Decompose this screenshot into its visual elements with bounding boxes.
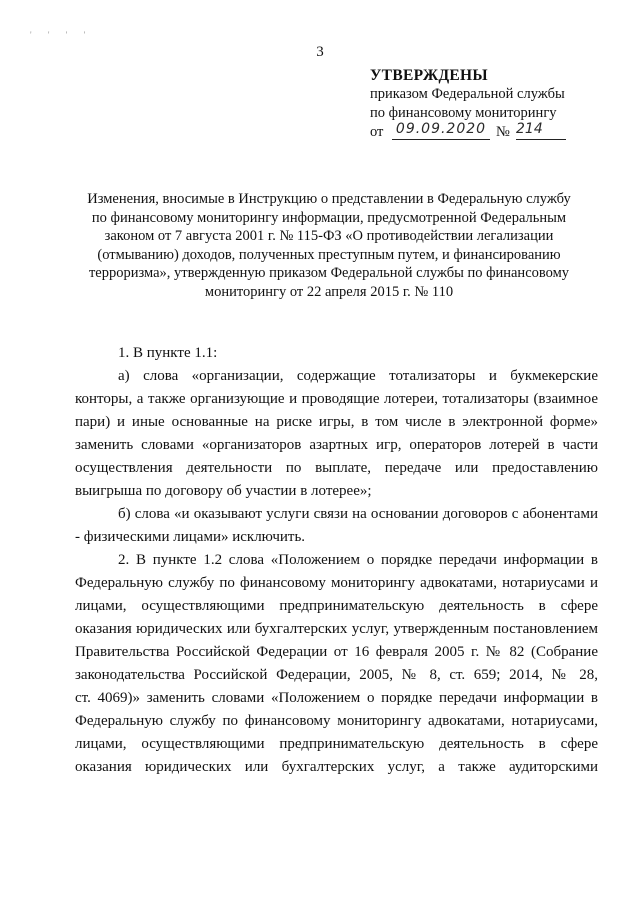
title-line: законом от 7 августа 2001 г. № 115-ФЗ «О противодействии легализации bbox=[104, 228, 554, 244]
approval-heading: УТВЕРЖДЕНЫ bbox=[370, 67, 488, 84]
handwritten-number: 214 bbox=[516, 120, 566, 140]
item-1b-line: б) слова «и оказывают услуги связи на основании договоров с абонентами bbox=[118, 506, 598, 522]
item-2-line: Федеральную службу по финансовому мониторингу адвокатами, нотариусами, bbox=[75, 713, 598, 729]
document-body bbox=[75, 342, 598, 779]
title-line: терроризма», утвержденную приказом Федеральной службы по финансовому bbox=[88, 265, 570, 281]
title-line: (отмыванию) доходов, полученных преступным путем, и финансированию bbox=[97, 246, 561, 263]
scan-specks: ' ' ' ' bbox=[30, 30, 93, 40]
item-1b-line: - физическими лицами» исключить. bbox=[75, 529, 306, 545]
document-title bbox=[64, 190, 594, 301]
approval-date-line bbox=[370, 123, 620, 143]
title-line: Изменения, вносимые в Инструкцию о представлении в Федеральную службу bbox=[87, 191, 571, 207]
item-2-line: законодательства Российской Федерации, 2005, № 8, ст. 659; 2014, № 28, bbox=[75, 667, 598, 683]
item-2-line: Правительства Российской Федерации от 16 февраля 2005 г. № 82 (Собрание bbox=[75, 644, 598, 660]
item-1a-line: осуществления деятельности по выплате, передаче или предоставлению bbox=[75, 460, 598, 476]
approval-block bbox=[370, 66, 620, 143]
title-line: мониторингу от 22 апреля 2015 г. № 110 bbox=[204, 283, 454, 300]
handwritten-date: 09.09.2020 bbox=[392, 120, 490, 140]
item-2-line: ст. 4069)» заменить словами «Положением о порядке передачи информации в bbox=[75, 690, 598, 706]
approval-line-1: приказом Федеральной службы bbox=[370, 86, 565, 102]
item-2-line: лицами, осуществляющими предпринимательскую деятельность в сфере bbox=[75, 736, 598, 752]
approval-line-2: по финансовому мониторингу bbox=[370, 105, 557, 121]
item-2-line: Федеральную службу по финансовому мониторингу адвокатами, нотариусами и bbox=[75, 575, 598, 591]
item-1-lead: 1. В пункте 1.1: bbox=[118, 345, 218, 361]
page-number: 3 bbox=[316, 44, 324, 60]
item-1a-line: заменить словами «организаторов азартных игр, операторов лотерей в части bbox=[75, 437, 598, 453]
item-1a-line: конторы, а также организующие и проводящие лотереи, тотализаторы (взаимное bbox=[75, 391, 598, 407]
item-1a-line: выигрыша по договору об участии в лотерее»; bbox=[75, 483, 372, 499]
number-label: № bbox=[496, 124, 510, 140]
item-2-line: лицами, осуществляющими предпринимательскую деятельность в сфере bbox=[75, 598, 598, 614]
item-2-line: оказания юридических или бухгалтерских услуг, утвержденным постановлением bbox=[75, 621, 598, 637]
item-1a-line: а) слова «организации, содержащие тотализаторы и букмекерские bbox=[118, 368, 598, 384]
title-line: по финансовому мониторингу информации, предусмотренной Федеральным bbox=[91, 209, 567, 226]
date-prefix: от bbox=[370, 124, 384, 140]
item-2-line: 2. В пункте 1.2 слова «Положением о порядке передачи информации в bbox=[118, 552, 598, 568]
item-1a-line: пари) и иные основанные на риске игры, в том числе в электронной форме» bbox=[75, 414, 598, 430]
item-2-line: оказания юридических или бухгалтерских услуг, а также аудиторскими bbox=[75, 759, 598, 775]
